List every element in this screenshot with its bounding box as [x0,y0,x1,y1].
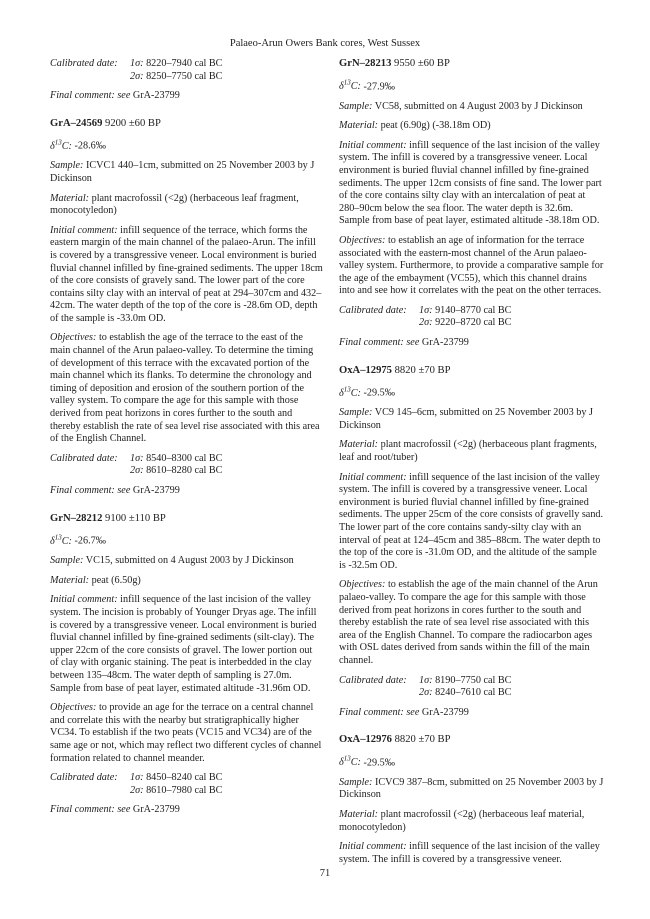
final-comment: Final comment: see GrA-23799 [339,706,469,718]
material-line: Material: peat (6.50g) [50,574,141,586]
calibrated-date-block: Calibrated date: 1σ: 9140–8770 cal BC 2σ: 9220–8720 cal BC [339,305,605,330]
objectives: Objectives: to establish the age of the main channel of the Arun palaeo-valley. To compare the age for this sample with those derived from peat horizons in cores further to the south and thereby establish the rate of sea level rise associated with this area of the English Channel. To compare the radiocarbon ages with OSL dates derived from sands within the fill of the main channel. [339,579,598,666]
cal-row: 1σ: 8220–7940 cal BC [130,58,223,69]
cal-row: 2σ: 8250–7750 cal BC [130,70,223,82]
calibrated-date-label: Calibrated date: [50,58,118,69]
cal-row: 2σ: 9220–8720 cal BC [419,317,512,329]
initial-comment: Initial comment: infill sequence of the last incision of the valley system. The infill is covered by a transgressive veneer. Local environment is buried fluvial channel infilled by fine-grained sediments. The upper 12cm consists of fine sand. The lower part of the core contains silty clay with an intercalation of peat at 280–90cm below the sea floor. The water depth is 32.6m. Sample from base of peat layer, estimated altitude -38.18m OD. [339,139,602,227]
entry-heading: GrN–28212 9100 ±110 BP [50,512,166,524]
left-column [50,58,323,824]
entry-heading: GrA–24569 9200 ±60 BP [50,117,161,129]
sample-line: Sample: VC15, submitted on 4 August 2003 by J Dickinson [50,555,294,567]
d13c-line: $\delta^{13}C$: -29.5‰ [339,754,395,769]
page-number: 71 [319,868,331,879]
material-line: Material: peat (6.90g) (-38.18m OD) [339,120,491,132]
sample-line: Sample: ICVC1 440–1cm, submitted on 25 November 2003 by J Dickinson [50,160,315,184]
entry-heading: OxA–12976 8820 ±70 BP [339,734,451,746]
objectives: Objectives: to provide an age for the terrace on a central channel and correlate this with the nearby but stratigraphically higher VC34. To establish if the two peats (VC15 and VC34) are of the same age or not, which may reflect two different cycles of channel formation related to channel meander. [50,702,322,764]
final-comment: Final comment: see GrA-23799 [339,337,469,349]
right-column [339,58,605,873]
cal-row: 2σ: 8240–7610 cal BC [419,687,512,699]
material-line: Material: plant macrofossil (<2g) (herbaceous plant fragments, leaf and root/tuber) [339,439,597,464]
entry-heading: GrN–28213 9550 ±60 BP [339,58,450,69]
d13c-line: $\delta^{13}C$: -28.6‰ [50,138,106,152]
initial-comment: Initial comment: infill sequence of the terrace, which forms the eastern margin of the main channel of the palaeo-Arun. The infill is covered by a transgressive veneer. Local environment is buried fluvial channel infilled by fine-grained sediments. The upper 18cm of the core consists of gravely sand. The lower part of the core contains silty clay with an interval of peat at 294–307cm and 432–42cm. The water depth of the top of the core is -28.6m OD, depth of the sample is -33.0m OD. [50,224,323,324]
sample-line: Sample: VC9 145–6cm, submitted on 25 November 2003 by J Dickinson [339,407,593,431]
initial-comment: Initial comment: infill sequence of the last incision of the valley system. The incision is probably of Younger Dryas age. The infill is covered by a transgressive veneer. Local environment is buried fluvial channel infilled by fine-grained sediments (silt-clay). The upper 22cm of the core consists of gravel. The lower portion out of clay with organic staining. The peat is interbedded in the clay between 135–48cm. The water depth of sampling is 27.0m. Sample from base of peat layer, estimated altitude -31.96m OD. [50,594,317,694]
sample-line: Sample: VC58, submitted on 4 August 2003 by J Dickinson [339,100,583,112]
objectives: Objectives: to establish an age of information for the terrace associated with the eastern-most channel of the Arun palaeo-valley system. Furthermore, to provide a comparative sample for the age of the embayment (VC55), which this channel drains into and see how it correlates with the peat on the other terraces. [339,234,604,297]
calibrated-date-block [50,58,323,83]
sample-line: Sample: ICVC9 387–8cm, submitted on 25 November 2003 by J Dickinson [339,776,604,801]
calibrated-date-block: Calibrated date: 1σ: 8450–8240 cal BC 2σ: 8610–7980 cal BC [50,772,323,797]
entry-heading: OxA–12975 8820 ±70 BP [339,364,451,376]
cal-row: 1σ: 9140–8770 cal BC [419,304,512,316]
d13c-line: $\delta^{13}C$: -29.5‰ [339,385,395,399]
calibrated-date-block: Calibrated date: 1σ: 8540–8300 cal BC 2σ: 8610–8280 cal BC [50,453,323,478]
initial-comment: Initial comment: infill sequence of the last incision of the valley system. The infill is covered by a transgressive veneer. [339,841,600,865]
initial-comment: Initial comment: infill sequence of the last incision of the valley system. The infill is covered by a transgressive veneer. Local environment is buried fluvial channel infilled by fine-grained sediments. The upper 25cm of the core consists of gravelly sand. The lower part of the core contains sandy-silty clay with an interval of peat at 124–45cm and 385–88cm. The water depth to the top of the core is -31.0m OD, and the altitude of the sample is -32.5m OD. [339,471,604,571]
d13c-line: $\delta^{13}C$: -27.9‰ [339,78,395,92]
material-line: Material: plant macrofossil (<2g) (herbaceous leaf material, monocotyledon) [339,809,585,833]
cal-row: 2σ: 8610–8280 cal BC [130,465,223,477]
cal-row: 1σ: 8450–8240 cal BC [130,772,223,784]
objectives: Objectives: to establish the age of the terrace to the east of the main channel of the Arun palaeo-valley. To determine the timing of development of this terrace with the excavated portion of the main channel which its flanks. To determine the chronology and timing of deposition and erosion of the southern portion of the valley system. To compare the age for this sample with those derived from peat horizons in cores further to the south and thereby establish the rate of sea level rise associated with this area of the English Channel. [50,332,320,445]
running-head: Palaeo-Arun Owers Bank cores, West Sussex [229,38,421,49]
material-line: Material: plant macrofossil (<2g) (herbaceous leaf fragment, monocotyledon) [50,192,299,217]
cal-row: 2σ: 8610–7980 cal BC [130,784,223,796]
cal-row: 1σ: 8190–7750 cal BC [419,674,512,686]
cal-row: 1σ: 8540–8300 cal BC [130,452,223,464]
final-comment: Final comment: see GrA-23799 [50,485,180,497]
calibrated-date-block: Calibrated date: 1σ: 8190–7750 cal BC 2σ: 8240–7610 cal BC [339,675,605,700]
d13c-line: $\delta^{13}C$: -26.7‰ [50,533,106,547]
final-comment: Final comment: see GrA-23799 [50,804,180,816]
final-comment: Final comment: see GrA-23799 [50,90,180,102]
